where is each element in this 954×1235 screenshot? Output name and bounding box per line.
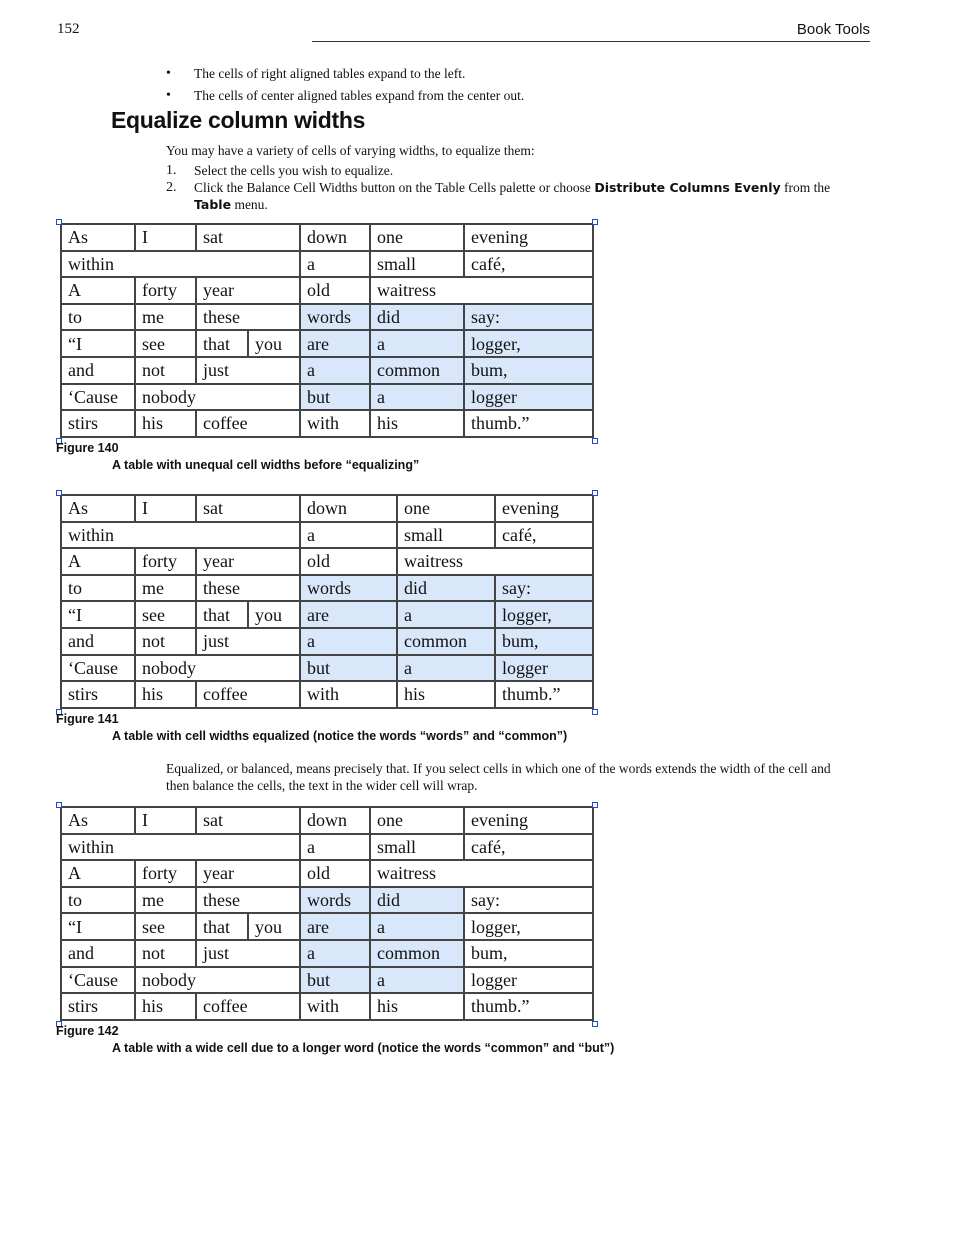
section-title: Equalize column widths [111, 107, 366, 133]
table-cell[interactable]: his [370, 410, 464, 437]
table-cell[interactable]: not [135, 940, 196, 967]
table-cell[interactable]: these [196, 887, 300, 914]
table-cell[interactable]: down [300, 807, 370, 834]
bullet-list [166, 63, 856, 107]
table-row [61, 993, 593, 1020]
table-row [61, 548, 593, 575]
selection-handle[interactable] [592, 802, 598, 808]
table-cell[interactable]: a [370, 913, 464, 940]
table-cell[interactable]: common [397, 628, 495, 655]
table-cell[interactable]: I [135, 224, 196, 251]
table-row [61, 834, 593, 861]
table-cell[interactable]: just [196, 628, 300, 655]
menu-command: Distribute Columns Evenly [594, 180, 781, 195]
table-row [61, 251, 593, 278]
table-cell[interactable]: bum, [464, 940, 593, 967]
table-cell[interactable]: old [300, 277, 370, 304]
table-cell[interactable]: but [300, 655, 397, 682]
table-cell[interactable]: small [370, 251, 464, 278]
table-cell[interactable]: a [300, 251, 370, 278]
table-cell[interactable]: to [61, 304, 135, 331]
table-cell[interactable]: down [300, 495, 397, 522]
table-cell[interactable]: “I [61, 913, 135, 940]
table-cell[interactable]: I [135, 495, 196, 522]
table-cell[interactable]: his [397, 681, 495, 708]
poem-table[interactable] [60, 223, 594, 438]
table-cell[interactable]: a [300, 628, 397, 655]
table-cell[interactable]: stirs [61, 993, 135, 1020]
step-item [166, 179, 856, 213]
table-cell[interactable]: his [135, 681, 196, 708]
table-cell[interactable]: see [135, 601, 196, 628]
table-cell[interactable]: forty [135, 548, 196, 575]
table-cell[interactable]: with [300, 410, 370, 437]
table-cell[interactable]: bum, [464, 357, 593, 384]
table-row [61, 967, 593, 994]
note-paragraph: Equalized, or balanced, means precisely that. If you select cells in which one of the words extends the width of the cell and then balance the cells, the text in the wider cell will wrap. [166, 761, 831, 793]
table-cell[interactable]: and [61, 940, 135, 967]
table-cell[interactable]: coffee [196, 681, 300, 708]
table-cell[interactable]: stirs [61, 681, 135, 708]
table-cell[interactable]: waitress [397, 548, 593, 575]
table-cell[interactable]: coffee [196, 410, 300, 437]
table-cell[interactable]: me [135, 887, 196, 914]
selection-handle[interactable] [56, 802, 62, 808]
table-cell[interactable]: thumb.” [495, 681, 593, 708]
table-cell[interactable]: with [300, 993, 370, 1020]
table-cell[interactable]: not [135, 628, 196, 655]
table-cell[interactable]: within [61, 834, 300, 861]
table-cell[interactable]: year [196, 860, 300, 887]
table-cell[interactable]: within [61, 522, 300, 549]
selection-handle[interactable] [592, 709, 598, 715]
table-cell[interactable]: are [300, 330, 370, 357]
table-row [61, 628, 593, 655]
table-cell[interactable]: a [300, 522, 397, 549]
table-cell[interactable]: ‘Cause [61, 655, 135, 682]
table-row [61, 224, 593, 251]
table-cell[interactable]: As [61, 807, 135, 834]
table-cell[interactable]: did [370, 304, 464, 331]
table-cell[interactable]: logger [464, 967, 593, 994]
table-cell[interactable]: logger [464, 384, 593, 411]
table-cell[interactable]: you [248, 913, 300, 940]
table-cell[interactable]: sat [196, 807, 300, 834]
table-cell[interactable]: café, [464, 834, 593, 861]
table-cell[interactable]: that [196, 913, 248, 940]
table-cell[interactable]: old [300, 548, 397, 575]
step-number: 1. [166, 163, 177, 178]
table-cell[interactable]: these [196, 304, 300, 331]
table-row [61, 522, 593, 549]
step-text: menu. [231, 197, 268, 212]
table-cell[interactable]: thumb.” [464, 410, 593, 437]
table-cell[interactable]: forty [135, 860, 196, 887]
table-row [61, 384, 593, 411]
table-cell[interactable]: you [248, 330, 300, 357]
poem-table[interactable] [60, 494, 594, 709]
bullet-item: • The cells of center aligned tables expand from the center out. [166, 85, 856, 107]
table-cell[interactable]: A [61, 277, 135, 304]
table-cell[interactable]: year [196, 548, 300, 575]
table-cell[interactable]: say: [464, 887, 593, 914]
table-cell[interactable]: but [300, 384, 370, 411]
table-row [61, 575, 593, 602]
intro-paragraph: You may have a variety of cells of varying widths, to equalize them: [166, 143, 535, 158]
table-cell[interactable]: evening [464, 224, 593, 251]
table-cell[interactable]: a [300, 940, 370, 967]
table-row [61, 681, 593, 708]
table-cell[interactable]: As [61, 495, 135, 522]
table-cell[interactable]: see [135, 330, 196, 357]
table-row [61, 277, 593, 304]
table-cell[interactable]: “I [61, 601, 135, 628]
table-cell[interactable]: nobody [135, 967, 300, 994]
table-cell[interactable]: “I [61, 330, 135, 357]
table-cell[interactable]: did [397, 575, 495, 602]
table-cell[interactable]: a [300, 834, 370, 861]
step-number: 2. [166, 180, 177, 195]
poem-table[interactable] [60, 806, 594, 1021]
running-head: Book Tools [796, 21, 870, 38]
selection-handle[interactable] [592, 1021, 598, 1027]
table-cell[interactable]: logger, [464, 330, 593, 357]
table-cell[interactable]: words [300, 304, 370, 331]
table-row [61, 495, 593, 522]
table-cell[interactable]: evening [464, 807, 593, 834]
table-cell[interactable]: café, [464, 251, 593, 278]
table-row [61, 887, 593, 914]
table-cell[interactable]: coffee [196, 993, 300, 1020]
selection-handle[interactable] [592, 438, 598, 444]
table-row [61, 807, 593, 834]
table-cell[interactable]: evening [495, 495, 593, 522]
table-cell[interactable]: and [61, 628, 135, 655]
table-cell[interactable]: and [61, 357, 135, 384]
table-cell[interactable]: a [397, 655, 495, 682]
table-cell[interactable]: to [61, 575, 135, 602]
table-cell[interactable]: words [300, 575, 397, 602]
table-cell[interactable]: words [300, 887, 370, 914]
table-cell[interactable]: one [370, 807, 464, 834]
table-cell[interactable]: A [61, 548, 135, 575]
table-cell[interactable]: common [370, 357, 464, 384]
table-row [61, 304, 593, 331]
bullet-item: • The cells of right aligned tables expand to the left. [166, 63, 856, 85]
table-cell[interactable]: nobody [135, 655, 300, 682]
selection-handle[interactable] [56, 219, 62, 225]
table-cell[interactable]: small [397, 522, 495, 549]
table-cell[interactable]: me [135, 575, 196, 602]
table-cell[interactable]: within [61, 251, 300, 278]
table-cell[interactable]: nobody [135, 384, 300, 411]
table-cell[interactable]: say: [464, 304, 593, 331]
table-cell[interactable]: a [300, 357, 370, 384]
table-cell[interactable]: As [61, 224, 135, 251]
table-cell[interactable]: are [300, 913, 370, 940]
table-cell[interactable]: say: [495, 575, 593, 602]
table-cell[interactable]: that [196, 330, 248, 357]
table-cell[interactable]: his [135, 993, 196, 1020]
table-cell[interactable]: forty [135, 277, 196, 304]
table-cell[interactable]: to [61, 887, 135, 914]
step-item [166, 162, 856, 179]
table-cell[interactable]: a [370, 384, 464, 411]
table-cell[interactable]: stirs [61, 410, 135, 437]
table-cell[interactable]: are [300, 601, 397, 628]
table-cell[interactable]: thumb.” [464, 993, 593, 1020]
figure-label: Figure 140 [56, 441, 119, 455]
selection-handle[interactable] [56, 490, 62, 496]
step-text: Select the cells you wish to equalize. [194, 163, 394, 178]
table-row [61, 410, 593, 437]
table-row [61, 913, 593, 940]
table-row [61, 330, 593, 357]
table-cell[interactable]: a [370, 967, 464, 994]
table-row [61, 655, 593, 682]
table-cell[interactable]: just [196, 357, 300, 384]
table-cell[interactable]: a [397, 601, 495, 628]
table-cell[interactable]: ‘Cause [61, 384, 135, 411]
table-row [61, 940, 593, 967]
figure-caption: A table with unequal cell widths before “equalizing” [112, 458, 420, 472]
table-cell[interactable]: these [196, 575, 300, 602]
table-cell[interactable]: down [300, 224, 370, 251]
figure-141-table-frame[interactable] [58, 492, 594, 711]
figure-label: Figure 141 [56, 712, 119, 726]
table-row [61, 357, 593, 384]
header-rule [312, 41, 870, 42]
table-cell[interactable]: did [370, 887, 464, 914]
table-cell[interactable]: logger, [464, 913, 593, 940]
figure-caption: A table with cell widths equalized (notice the words “words” and “common”) [112, 729, 568, 743]
table-cell[interactable]: one [397, 495, 495, 522]
table-cell[interactable]: one [370, 224, 464, 251]
table-cell[interactable]: A [61, 860, 135, 887]
table-cell[interactable]: that [196, 601, 248, 628]
step-text: from the [780, 180, 831, 195]
table-cell[interactable]: sat [196, 495, 300, 522]
table-cell[interactable]: common [370, 940, 464, 967]
table-cell[interactable]: see [135, 913, 196, 940]
figure-142-table-frame[interactable] [58, 804, 594, 1023]
table-cell[interactable]: ‘Cause [61, 967, 135, 994]
table-cell[interactable]: logger, [495, 601, 593, 628]
table-cell[interactable]: not [135, 357, 196, 384]
table-cell[interactable]: year [196, 277, 300, 304]
table-cell[interactable]: waitress [370, 277, 593, 304]
table-cell[interactable]: I [135, 807, 196, 834]
page-number: 152 [57, 21, 80, 37]
table-cell[interactable]: his [370, 993, 464, 1020]
figure-label: Figure 142 [56, 1024, 119, 1038]
table-cell[interactable]: his [135, 410, 196, 437]
table-cell[interactable]: small [370, 834, 464, 861]
table-cell[interactable]: me [135, 304, 196, 331]
figure-caption: A table with a wide cell due to a longer word (notice the words “common” and “but”) [112, 1041, 615, 1055]
table-cell[interactable]: but [300, 967, 370, 994]
table-cell[interactable]: you [248, 601, 300, 628]
steps-list [166, 162, 856, 213]
table-cell[interactable]: a [370, 330, 464, 357]
step-text: Click the Balance Cell Widths button on the Table Cells palette or choose [194, 180, 595, 195]
table-cell[interactable]: logger [495, 655, 593, 682]
table-cell[interactable]: café, [495, 522, 593, 549]
selection-handle[interactable] [592, 219, 598, 225]
table-row [61, 860, 593, 887]
table-cell[interactable]: bum, [495, 628, 593, 655]
table-row [61, 601, 593, 628]
table-cell[interactable]: waitress [370, 860, 593, 887]
table-cell[interactable]: old [300, 860, 370, 887]
figure-140-table-frame[interactable] [58, 221, 594, 440]
table-cell[interactable]: sat [196, 224, 300, 251]
table-cell[interactable]: just [196, 940, 300, 967]
table-cell[interactable]: with [300, 681, 397, 708]
menu-name: Table [194, 197, 232, 212]
selection-handle[interactable] [592, 490, 598, 496]
